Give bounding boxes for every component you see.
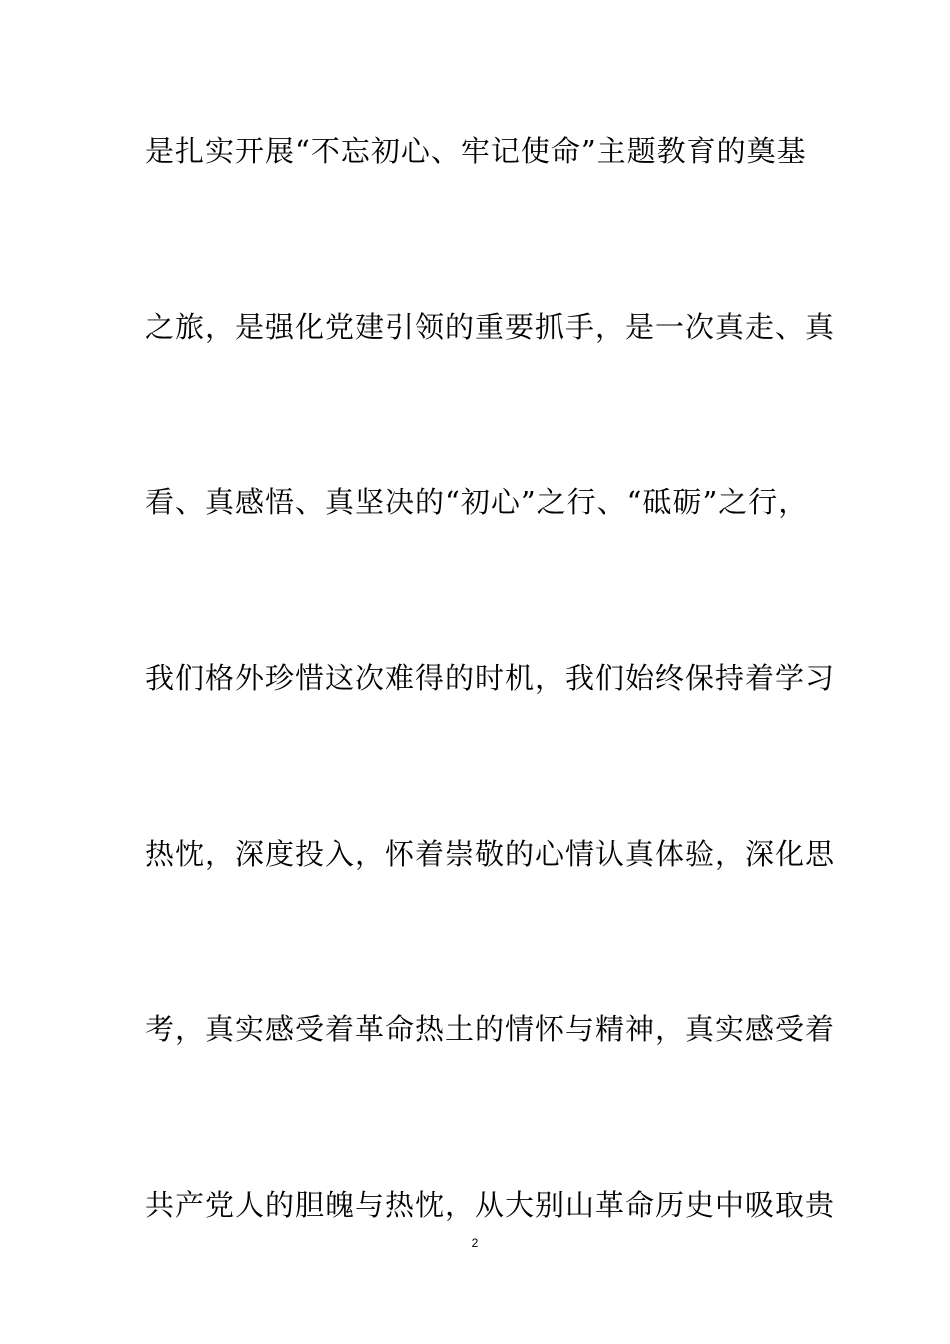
body-text-line: 是扎实开展“不忘初心、牢记使命”主题教育的奠基 xyxy=(145,134,807,168)
body-text-line: 热忱，深度投入，怀着崇敬的心情认真体验，深化思 xyxy=(145,837,836,871)
page-number: 2 xyxy=(471,1236,479,1250)
body-text-line: 我们格外珍惜这次难得的时机，我们始终保持着学习 xyxy=(145,661,836,695)
body-text-line: 共产党人的胆魄与热忱，从大别山革命历史中吸取贵 xyxy=(145,1188,836,1222)
body-text-line: 看、真感悟、真坚决的“初心”之行、“砥砺”之行， xyxy=(145,485,809,519)
body-text-line: 之旅，是强化党建引领的重要抓手，是一次真走、真 xyxy=(145,310,836,344)
body-text-line: 考，真实感受着革命热土的情怀与精神，真实感受着 xyxy=(145,1012,836,1046)
